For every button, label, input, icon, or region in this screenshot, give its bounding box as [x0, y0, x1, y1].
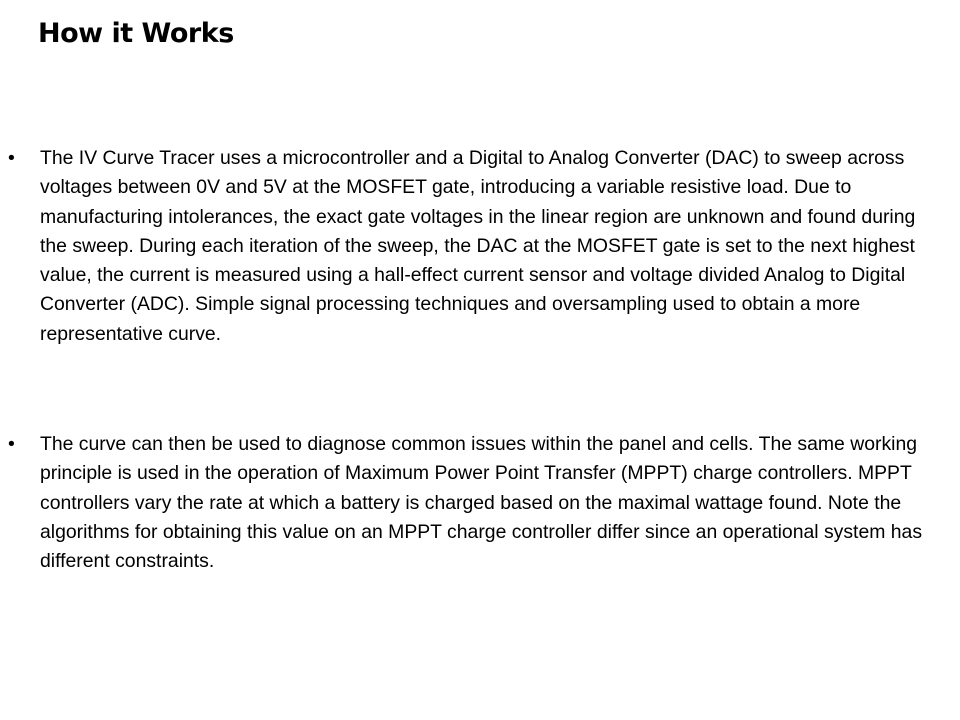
bullet-marker: • [8, 433, 15, 455]
bullet-item [8, 430, 923, 576]
bullet-item [8, 144, 923, 349]
bullet-marker: • [8, 147, 15, 169]
bullet-text: The IV Curve Tracer uses a microcontroller and a Digital to Analog Converter (DAC) to sweep across voltages between 0V and 5V at the MOSFET gate, introducing a variable resistive load. Due to manufacturing intolerances, the exact gate voltages in the linear region are unknown and found during the sweep. During each iteration of the sweep, the DAC at the MOSFET gate is set to the next highest value, the current is measured using a hall-effect current sensor and voltage divided Analog to Digital Converter (ADC). Simple signal processing techniques and oversampling used to obtain a more representative curve. [40, 147, 916, 345]
slide-title: How it Works [38, 18, 234, 49]
bullet-text: The curve can then be used to diagnose common issues within the panel and cells. The same working principle is used in the operation of Maximum Power Point Transfer (MPPT) charge controllers. MPPT controllers vary the rate at which a battery is charged based on the maximal wattage found. Note the algorithms for obtaining this value on an MPPT charge controller differ since an operational system has different constraints. [40, 433, 923, 573]
